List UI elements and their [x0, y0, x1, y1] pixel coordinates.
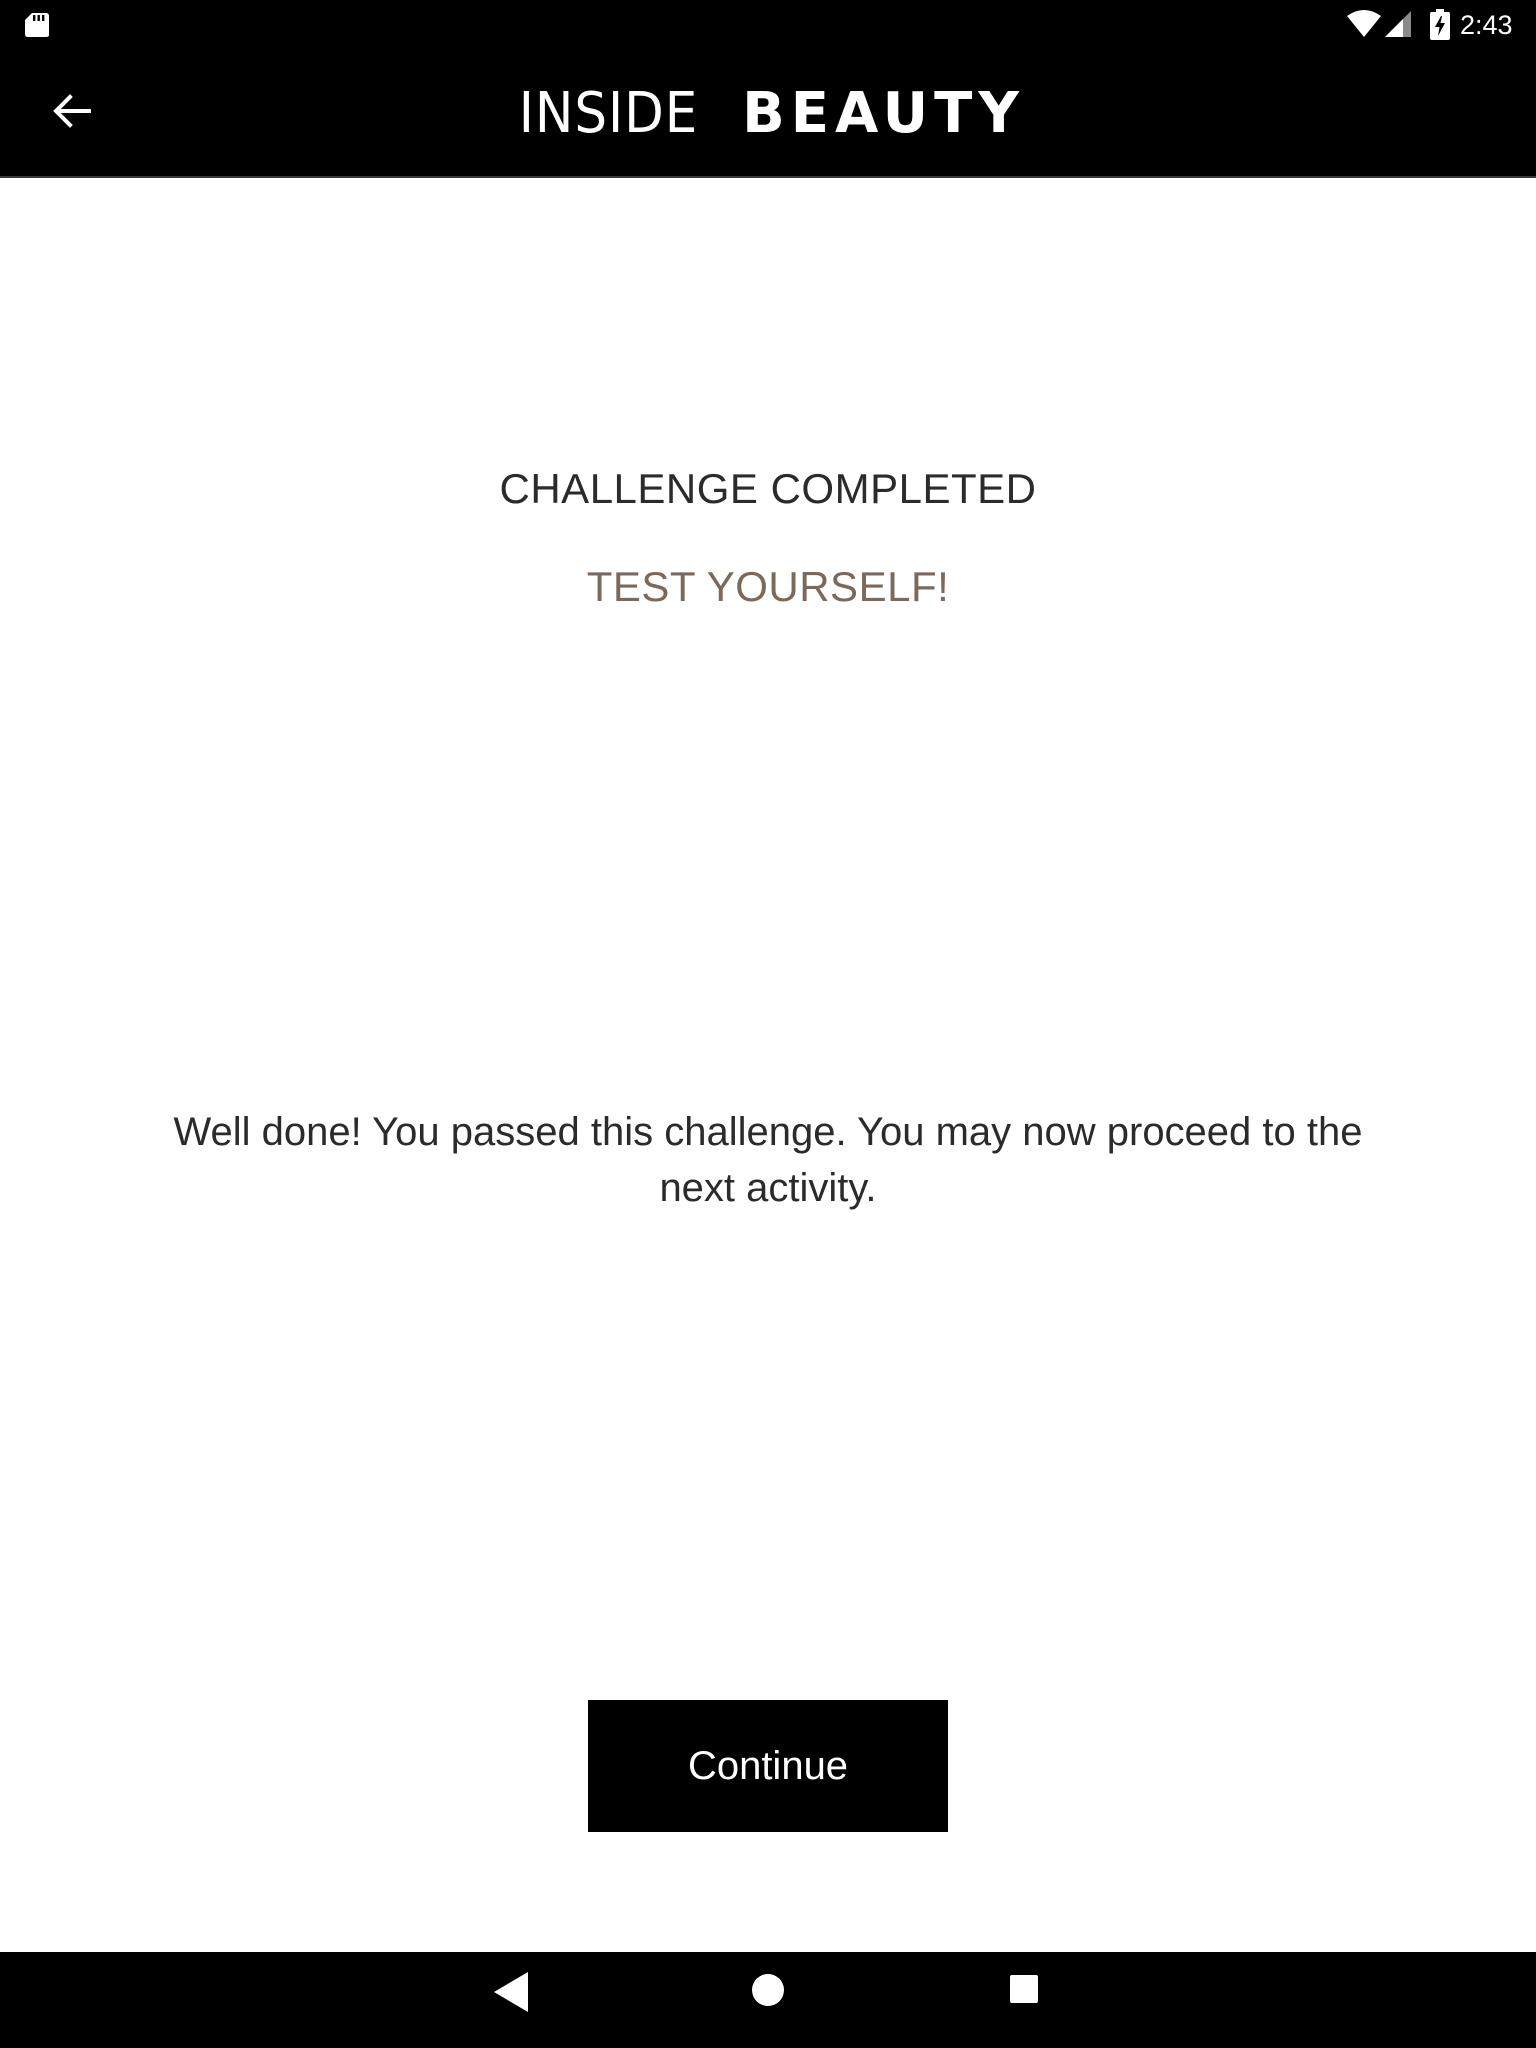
nav-back-icon[interactable] — [492, 1970, 532, 2014]
sd-card-icon — [24, 12, 50, 38]
challenge-status-title: CHALLENGE COMPLETED — [499, 465, 1037, 512]
brand-logo-light: INSIDE — [518, 80, 699, 146]
back-button[interactable] — [44, 83, 100, 139]
battery-charging-icon — [1430, 9, 1450, 40]
continue-button[interactable]: Continue — [588, 1700, 948, 1832]
nav-home-icon[interactable] — [750, 1972, 786, 2008]
app-bar — [0, 50, 1536, 178]
nav-recents-icon[interactable] — [1008, 1973, 1040, 2005]
status-bar — [0, 0, 1536, 50]
arrow-left-icon — [44, 83, 100, 139]
brand-logo-bold: BEAUTY — [742, 80, 1025, 146]
challenge-name: TEST YOURSELF! — [586, 563, 950, 610]
wifi-icon — [1346, 10, 1382, 38]
status-time: 2:43 — [1460, 10, 1513, 40]
result-message: Well done! You passed this challenge. You may now proceed to the next activity. — [173, 1110, 1363, 1210]
signal-icon — [1384, 10, 1412, 38]
navigation-bar — [0, 1952, 1536, 2048]
brand-logo — [0, 50, 1536, 176]
